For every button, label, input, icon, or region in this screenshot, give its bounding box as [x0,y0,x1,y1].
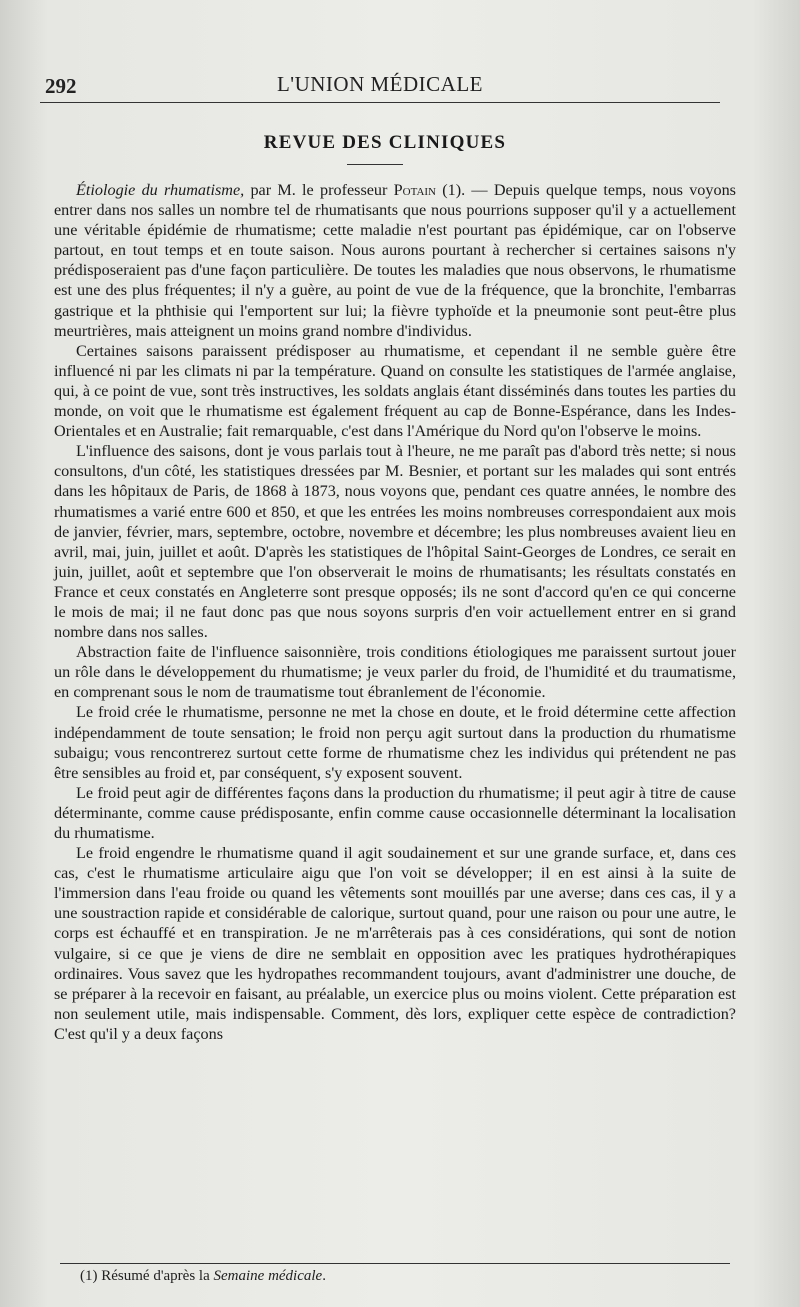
footnote [80,1268,720,1285]
running-title: L'UNION MÉDICALE [276,72,483,96]
section-divider [347,164,403,165]
lead-paragraph [54,180,736,341]
footnote-rule [60,1263,730,1264]
paragraph: Certaines saisons paraissent prédisposer au rhumatisme, et cependant il ne semble guère être influencé ni par les climats ni par la température. Quand on consulte les statistiques de l'armée anglaise, qui, à ce point de vue, sont très instructives, les soldats anglais étant disséminés dans toutes les parties du monde, on voit que le rhumatisme est également fréquent au cap de Bonne-Espérance, dans les Indes-Orientales et en Australie; fait remarquable, c'est dans l'Amérique du Nord qu'on l'observe le moins. [54,341,736,441]
paragraph: Le froid crée le rhumatisme, personne ne met la chose en doute, et le froid détermine cette affection indépendamment de toute sensation; le froid non perçu agit surtout dans la production du rhumatisme subaigu; vous rencontrerez surtout cette forme de rhumatisme chez les individus qui prétendent ne pas être sensibles au froid et, par conséquent, s'y exposent souvent. [54,703,736,782]
lead-title: Étiologie du rhumatisme, [76,181,245,199]
article-body [54,180,736,1044]
page-header [40,68,720,98]
paragraph: Le froid peut agir de différentes façons dans la production du rhumatisme; il peut agir à titre de cause déterminante, comme cause prédisposante, enfin comme cause occasionnelle déterminant la localisation du rhumatisme. [54,783,736,842]
footnote-source: Semaine médicale [213,1268,323,1284]
header-rule [40,102,720,103]
lead-text: (1). — Depuis quelque temps, nous voyons entrer dans nos salles un nombre tel de rhumatisants que nous pourrions supposer qu'il y a actuellement une véritable épidémie de rhumatisme; cette maladie n'est pourtant pas épidémique, car on l'observe partout, en tout temps et en toute saison. Nous aurons pourtant à rechercher si certaines saisons n'y prédisposeraient pas d'une façon particulière. De toutes les maladies que nous observons, le rhumatisme est une des plus fréquentes; il n'y a guère, au point de vue de la fréquence, que la bronchite, l'embarras gastrique et la phthisie qui l'emportent sur lui; la fièvre typhoïde et la pneumonie sont peut-être plus meurtrières, mais atteignent un moins grand nombre d'individus. [54,181,736,340]
section-title: REVUE DES CLINIQUES [263,132,507,153]
page-number: 292 [45,74,77,98]
paragraph: Abstraction faite de l'influence saisonnière, trois conditions étiologiques me paraissent surtout jouer un rôle dans le développement du rhumatisme; je veux parler du froid, de l'humidité et du traumatisme, en comprenant sous le nom de traumatisme tout ébranlement de l'économie. [54,643,736,702]
lead-author: Potain [393,181,436,199]
footnote-suffix: . [322,1268,326,1284]
paragraph: Le froid engendre le rhumatisme quand il agit soudainement et sur une grande surface, et, dans ces cas, c'est le rhumatisme articulaire aigu que l'on voit se développer; il en est ainsi à la suite de l'immersion dans l'eau froide ou quand les vêtements sont mouillés par une averse; dans ces cas, il y a une soustraction rapide et considérable de calorique, surtout quand, pour une raison ou pour une autre, le corps est échauffé et en transpiration. Je ne m'arrêterais pas à ces considérations, qui sont de notion vulgaire, si ce que je viens de dire ne semblait en opposition avec les pratiques hydrothérapiques ordinaires. Vous savez que les hydropathes recommandent toujours, avant d'administrer une douche, de se préparer à la recevoir en faisant, au préalable, un exercice plus ou moins violent. Cette préparation est non seulement utile, mais indispensable. Comment, dès lors, expliquer cette espèce de contradiction? C'est qu'il y a deux façons [54,844,736,1043]
paragraph: L'influence des saisons, dont je vous parlais tout à l'heure, ne me paraît pas d'abord très nette; si nous consultons, d'un côté, les statistiques dressées par M. Besnier, et portant sur les malades qui sont entrés dans les hôpitaux de Paris, de 1868 à 1873, nous voyons que, pendant ces quatre années, le nombre des rhumatismes a varié entre 600 et 850, et que les entrées les moins nombreuses correspondaient aux mois de janvier, février, mars, septembre, octobre, novembre et décembre; les plus nombreuses avaient lieu en avril, mai, juin, juillet et août. D'après les statistiques de l'hôpital Saint-Georges de Londres, ce serait en juin, juillet, août et septembre que l'on observerait le moins de rhumatisants; les résultats constatés en France et ceux constatés en Angleterre sont presque opposés; ils ne sont d'accord qu'en ce qui concerne le mois de mai; il ne faut donc pas que nous soyons surpris d'en voir actuellement entrer en si grand nombre dans nos salles. [54,442,736,642]
footnote-prefix: (1) Résumé d'après la [80,1268,214,1284]
lead-by: par M. le professeur [244,181,394,199]
